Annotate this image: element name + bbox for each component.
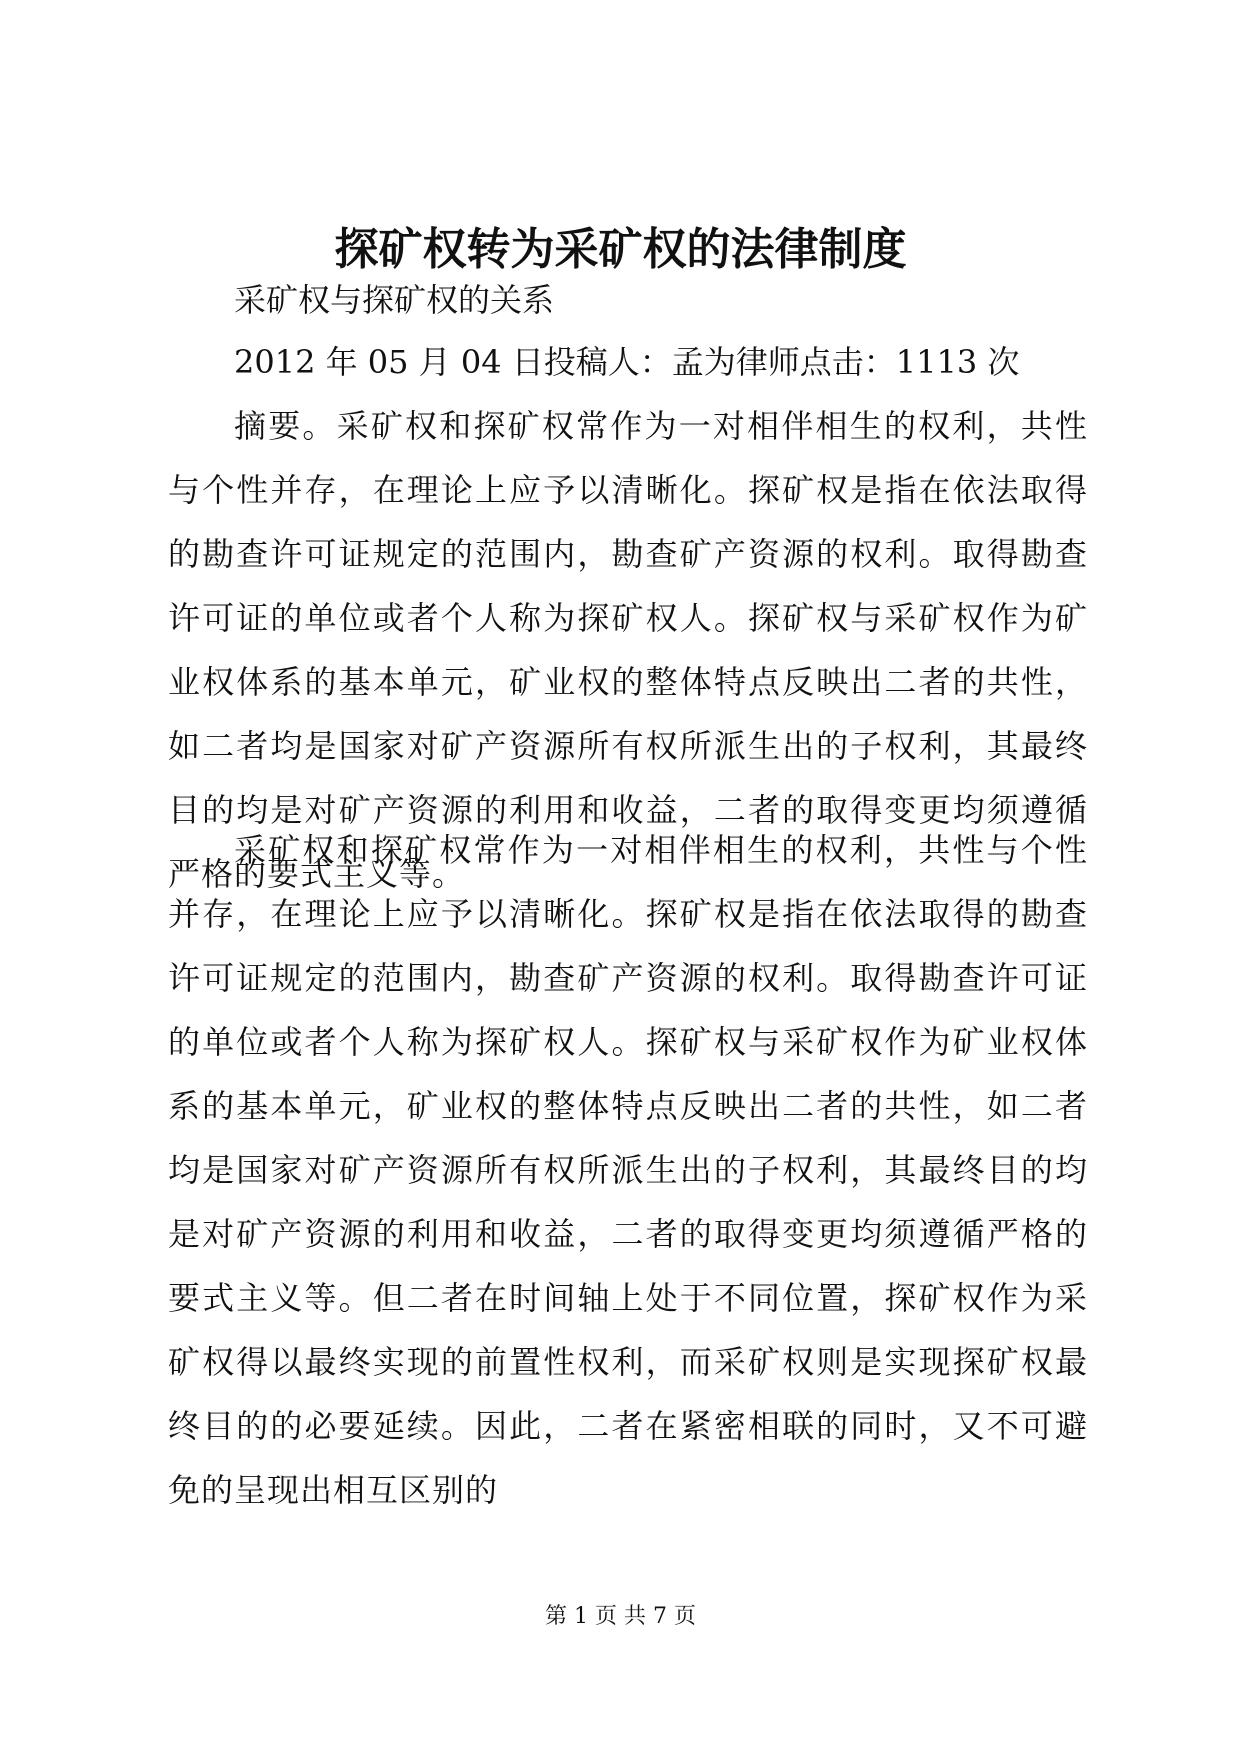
paragraph-abstract: 摘要。采矿权和探矿权常作为一对相伴相生的权利，共性与个性并存，在理论上应予以清晰化。探矿权是指在依法取得的勘查许可证规定的范围内，勘查矿产资源的权利。取得勘查许可证的单位或者个人称为探矿权人。探矿权与采矿权作为矿业权体系的基本单元，矿业权的整体特点反映出二者的共性，如二者均是国家对矿产资源所有权所派生出的子权利，其最终目的均是对矿产资源的利用和收益，二者的取得变更均须遵循严格的要式主义等。: [168, 407, 1088, 893]
document-subtitle: 采矿权与探矿权的关系: [234, 281, 555, 319]
page-number-footer: 第 1 页 共 7 页: [545, 1604, 696, 1629]
document-meta-line: 2012 年 05 月 04 日投稿人：孟为律师点击：1113 次: [234, 343, 1020, 381]
paragraph-body: 采矿权和探矿权常作为一对相伴相生的权利，共性与个性并存，在理论上应予以清晰化。探矿权是指在依法取得的勘查许可证规定的范围内，勘查矿产资源的权利。取得勘查许可证的单位或者个人称为探矿权人。探矿权与采矿权作为矿业权体系的基本单元，矿业权的整体特点反映出二者的共性，如二者均是国家对矿产资源所有权所派生出的子权利，其最终目的均是对矿产资源的利用和收益，二者的取得变更均须遵循严格的要式主义等。但二者在时间轴上处于不同位置，探矿权作为采矿权得以最终实现的前置性权利，而采矿权则是实现探矿权最终目的的必要延续。因此，二者在紧密相联的同时，又不可避免的呈现出相互区别的: [168, 831, 1088, 1509]
document-title: 探矿权转为采矿权的法律制度: [334, 224, 907, 275]
